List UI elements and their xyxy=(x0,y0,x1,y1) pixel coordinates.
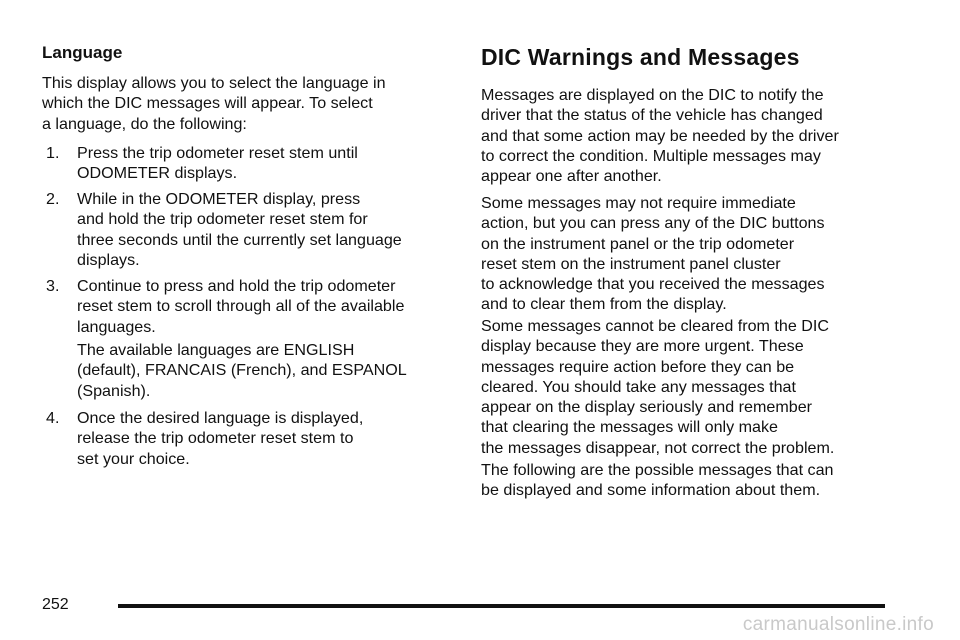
text-line: action, but you can press any of the DIC buttons xyxy=(481,214,825,233)
text-line: to acknowledge that you received the messages xyxy=(481,275,825,294)
text-line: that clearing the messages will only make xyxy=(481,418,778,437)
text-line: Some messages may not require immediate xyxy=(481,194,796,212)
step-number: 4. xyxy=(46,409,60,427)
language-intro xyxy=(42,73,386,134)
text-line: Continue to press and hold the trip odometer xyxy=(77,277,396,295)
section-heading-language: Language xyxy=(42,43,123,62)
text-line: release the trip odometer reset stem to xyxy=(77,429,354,448)
section-heading-dic-warnings: DIC Warnings and Messages xyxy=(481,44,800,70)
text-line: messages require action before they can be xyxy=(481,357,795,376)
text-line: The following are the possible messages that can xyxy=(481,461,834,479)
text-line: The available languages are ENGLISH xyxy=(77,341,355,359)
text-line: to correct the condition. Multiple messages may xyxy=(481,146,821,165)
footer-rule xyxy=(118,604,885,608)
page-number: 252 xyxy=(42,596,69,613)
paragraph-2 xyxy=(481,193,825,315)
step-text xyxy=(77,143,358,184)
text-line: Messages are displayed on the DIC to notify the xyxy=(481,86,824,104)
text-line: be displayed and some information about them. xyxy=(481,481,821,500)
watermark: carmanualsonline.info xyxy=(742,614,934,635)
text-line: reset stem to scroll through all of the available xyxy=(77,297,405,316)
paragraph-4 xyxy=(481,460,833,501)
text-line: a language, do the following: xyxy=(42,114,247,133)
available-languages-note xyxy=(77,340,407,401)
text-line: ODOMETER displays. xyxy=(77,164,238,183)
step-number: 2. xyxy=(46,190,60,208)
text-line: display because they are more urgent. These xyxy=(481,337,804,356)
text-line: cleared. You should take any messages that xyxy=(481,377,796,396)
step-text xyxy=(77,189,402,270)
text-line: While in the ODOMETER display, press xyxy=(77,190,361,208)
step-text xyxy=(77,276,404,337)
text-line: Some messages cannot be cleared from the DIC xyxy=(481,317,829,335)
step-number: 1. xyxy=(46,144,60,162)
text-line: reset stem on the instrument panel cluster xyxy=(481,254,781,273)
text-line: which the DIC messages will appear. To select xyxy=(42,94,373,113)
step-text xyxy=(77,408,363,469)
text-line: on the instrument panel or the trip odometer xyxy=(481,234,795,253)
text-line: (default), FRANCAIS (French), and ESPANOL xyxy=(77,361,407,380)
step-number: 3. xyxy=(46,277,60,295)
text-line: This display allows you to select the language in xyxy=(42,74,386,92)
text-line: and that some action may be needed by the driver xyxy=(481,126,839,145)
text-line: appear one after another. xyxy=(481,167,662,186)
text-line: and to clear them from the display. xyxy=(481,295,727,314)
paragraph-3 xyxy=(481,316,834,458)
text-line: Once the desired language is displayed, xyxy=(77,409,364,427)
text-line: the messages disappear, not correct the problem. xyxy=(481,438,835,457)
text-line: (Spanish). xyxy=(77,381,151,400)
text-line: appear on the display seriously and remember xyxy=(481,398,812,417)
text-line: displays. xyxy=(77,250,140,269)
text-line: Press the trip odometer reset stem until xyxy=(77,144,358,162)
text-line: driver that the status of the vehicle has changed xyxy=(481,106,823,125)
text-line: set your choice. xyxy=(77,449,190,468)
paragraph-1 xyxy=(481,85,839,186)
text-line: languages. xyxy=(77,317,156,336)
text-line: three seconds until the currently set language xyxy=(77,230,402,249)
text-line: and hold the trip odometer reset stem for xyxy=(77,210,368,229)
